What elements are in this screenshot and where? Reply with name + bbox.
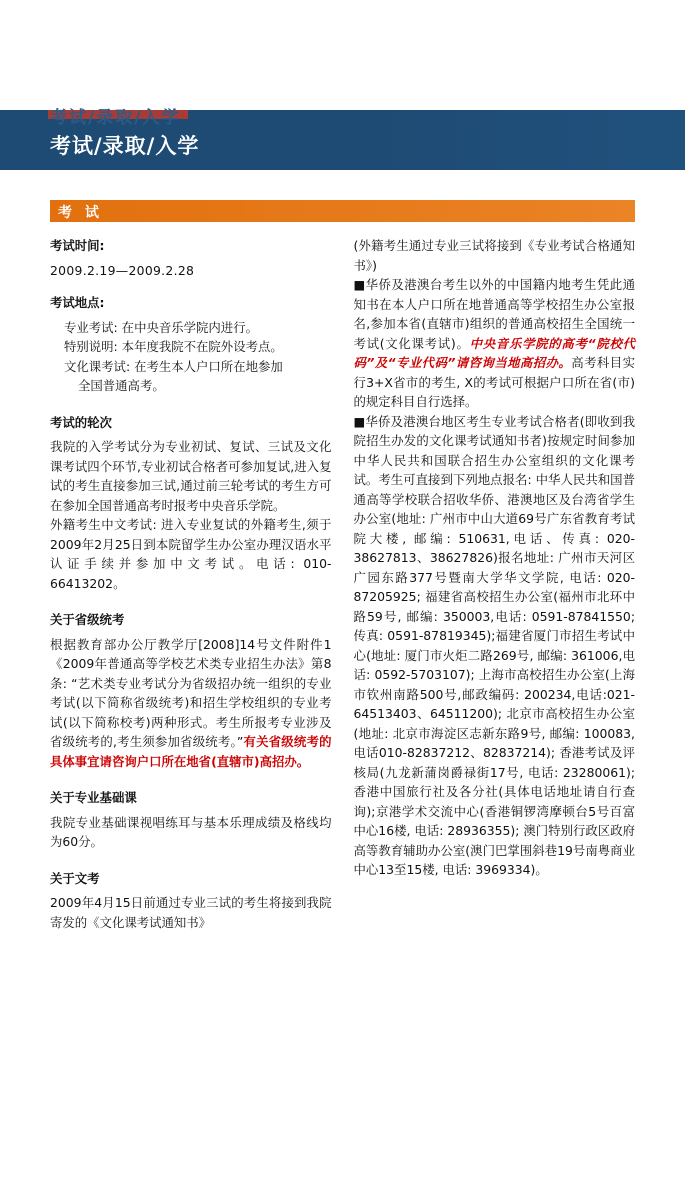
heading-basic-course: 关于专业基础课 — [50, 790, 137, 805]
bullet-marker-2: ■ — [353, 413, 366, 429]
text-provincial-exam — [50, 635, 332, 772]
text-culture-exam: 2009年4月15日前通过专业三试的考生将接到我院寄发的《文化课考试通知书》 — [50, 895, 332, 930]
text-hk-macau-taiwan — [354, 412, 636, 880]
block-exam-place — [50, 293, 332, 396]
text-provincial-exam-body: 根据教育部办公厅教学厅[2008]14号文件附件1《2009年普通高等学校艺术类专业招生办法》第8条: “艺术类专业考试分为省级招办统一组织的专业考试(以下简称省级统考)和招生学校组织的专业考试(以下简称校考)两种形式。考生所报考专业涉及省级统考的,考生须参加省级统考。” — [50, 636, 332, 749]
text-basic-course: 我院专业基础课视唱练耳与基本乐理成绩及格线均为60分。 — [50, 814, 332, 849]
highlight-college-code: 中央音乐学院的高考“院校代码”及“专业代码”请咨询当地高招办。 — [353, 335, 636, 370]
text-foreign-note: (外籍考生通过专业三试将接到《专业考试合格通知书》) — [353, 238, 635, 273]
page-title: 考试/录取/入学 — [50, 134, 200, 158]
section-title-label: 考 试 — [58, 205, 103, 221]
block-exam-time — [50, 236, 332, 280]
block-basic-course — [50, 788, 332, 852]
text-overseas-chinese-tail: 高考科目实行3+X省市的考生, X的考试可根据户口所在省(市)的规定科目自行选择。 — [353, 355, 635, 409]
text-hk-macau-taiwan-body: 华侨及港澳台地区考生专业考试合格者(即收到我院招生办发的文化课考试通知书者)按规定时间参加中华人民共和国联合招生办公室组织的文化课考试。考生可直接到下列地点报名: 中华人民共和国普通高等学校联合招收华侨、港澳地区及台湾省学生办公室(地址: 广州市中山大道69号广东省教育考试院大楼, 邮编: 510631,电话、传真: 020-38627813、38627826)报名地址: 广州市天河区广园东路377号暨南大学华文学院, 电话: 020-87205925; 福建省高校招生办公室(福州市北环中路59号, 邮编: 350003,电话: 0591-87841550; 传真: 0591-87819345);福建省厦门市招生考试中心(地址: 厦门市火炬二路269号, 邮编: 361006,电话: 0592-5703107); 上海市高校招生办公室(上海市钦州南路500号,邮政编码: 200234,电话:021-64513403、64511200); 北京市高校招生办公室(地址: 北京市海淀区志新东路9号, 邮编: 100083,电话010-82837212、82837214); 香港考试及评核局(九龙新蒲岗爵禄街17号, 电话: 23280061); 香港中国旅行社及各分社(具体电话地址请自行查询);京港学术交流中心(香港铜锣湾摩顿台5号百富中心16楼, 电话: 28936355); 澳门特别行政区政府高等教育辅助办公室(澳门巴掌围斜巷19号南粤商业中心13至15楼, 电话: 3969334)。 — [353, 413, 635, 877]
text-exam-place-1: 专业考试: 在中央音乐学院内进行。 — [64, 319, 258, 335]
content-columns — [50, 236, 635, 932]
text-overseas-chinese — [354, 275, 636, 412]
highlight-provincial-exam: 有关省级统考的具体事宜请咨询户口所在地省(直辖市)高招办。 — [50, 734, 332, 769]
text-overseas-chinese-body: 华侨及港澳台考生以外的中国籍内地考生凭此通知书在本人户口所在地普通高等学校招生办公室报名,参加本省(直辖市)组织的普通高校招生全国统一考试(文化课考试)。 — [353, 277, 635, 351]
left-column — [50, 236, 332, 932]
block-provincial-exam — [50, 610, 332, 771]
heading-exam-rounds: 考试的轮次 — [50, 414, 112, 430]
text-exam-time: 2009.2.19—2009.2.28 — [50, 262, 195, 278]
block-culture-exam — [50, 869, 332, 933]
bullet-marker-1: ■ — [353, 277, 366, 292]
heading-exam-place: 考试地点: — [50, 295, 105, 310]
text-exam-place-2: 特别说明: 本年度我院不在院外设考点。 — [64, 339, 283, 354]
text-exam-rounds-2: 外籍考生中文考试: 进入专业复试的外籍考生,须于2009年2月25日到本院留学生办公室办理汉语水平认证手续并参加中文考试。电话: 010-66413202。 — [50, 517, 332, 591]
block-exam-rounds — [50, 413, 332, 594]
heading-culture-exam: 关于文考 — [50, 870, 100, 886]
text-exam-place-4: 全国普通高考。 — [78, 378, 165, 393]
section-title-bar — [50, 200, 635, 222]
right-column — [354, 236, 636, 932]
heading-exam-time: 考试时间: — [50, 238, 105, 253]
heading-provincial-exam: 关于省级统考 — [50, 612, 125, 627]
text-exam-place-3: 文化课考试: 在考生本人户口所在地参加 — [64, 358, 283, 374]
header-ghost-title: 考试/录取/入学 — [50, 108, 181, 128]
text-exam-rounds-1: 我院的入学考试分为专业初试、复试、三试及文化课考试四个环节,专业初试合格者可参加复试,进入复试的考生直接参加三试,通过前三轮考试的考生方可在参加全国普通高考时报考中央音乐学院。 — [50, 439, 332, 513]
